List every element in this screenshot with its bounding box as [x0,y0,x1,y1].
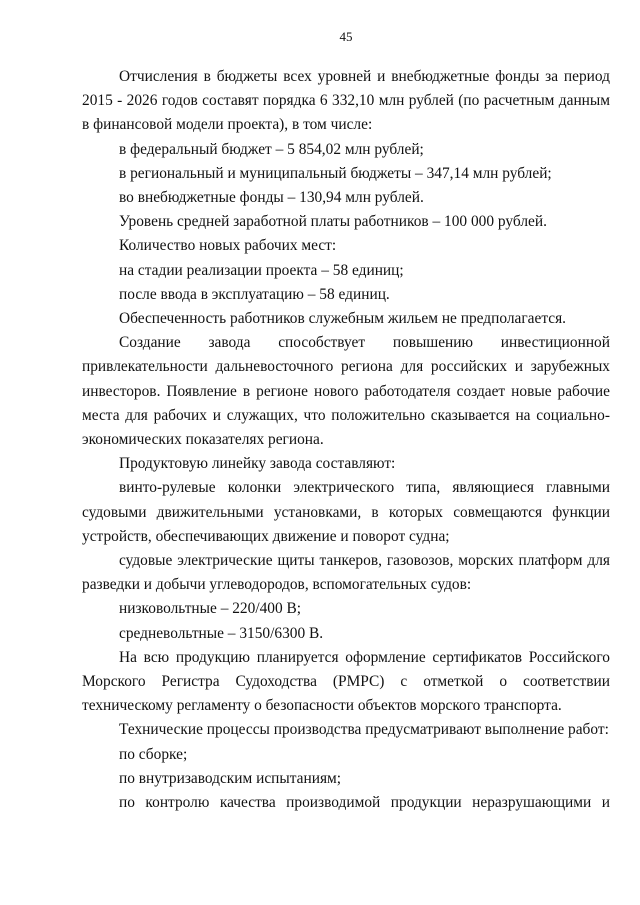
paragraph: в федеральный бюджет – 5 854,02 млн рублей; [119,140,424,158]
paragraph: в региональный и муниципальный бюджеты – 347,14 млн рублей; [119,164,552,182]
paragraph: Уровень средней заработной платы работников – 100 000 рублей. [119,213,547,231]
paragraph: Создание завода способствует повышению инвестиционной привлекательности дальневосточного региона для российских и зарубежных инвесторов. Появление в регионе нового работодателя создает новые рабочие места для рабочих и служащих, что положительно сказывается на социально-экономических показателях региона. [82,334,610,449]
paragraph: во внебюджетные фонды – 130,94 млн рублей. [119,189,424,207]
paragraph: Отчисления в бюджеты всех уровней и внебюджетные фонды за период 2015 - 2026 годов составят порядка 6 332,10 млн рублей (по расчетным данным в финансовой модели проекта), в том числе: [82,68,610,134]
paragraph: низковольтные – 220/400 В; [119,600,302,618]
paragraph: средневольтные – 3150/6300 В. [119,624,324,642]
paragraph: после ввода в эксплуатацию – 58 единиц. [119,285,390,303]
page-number: 45 [339,29,353,44]
paragraph: судовые электрические щиты танкеров, газовозов, морских платформ для разведки и добычи углеводородов, вспомогательных судов: [82,552,610,594]
paragraph: Технические процессы производства предусматривают выполнение работ: [119,721,609,739]
document-body [82,65,610,815]
paragraph: по сборке; [119,745,188,763]
paragraph: по внутризаводским испытаниям; [119,769,342,787]
paragraph: винто-рулевые колонки электрического типа, являющиеся главными судовыми движительными установками, в которых совмещаются функции устройств, обеспечивающих движение и поворот судна; [82,479,610,545]
paragraph: Обеспеченность работников служебным жильем не предполагается. [119,310,567,328]
paragraph: по контролю качества производимой продукции неразрушающими и [119,794,610,812]
paragraph: На всю продукцию планируется оформление сертификатов Российского Морского Регистра Судоходства (РМРС) с отметкой о соответствии техническому регламенту о безопасности объектов морского транспорта. [82,648,610,715]
paragraph: Количество новых рабочих мест: [119,237,337,255]
paragraph: Продуктовую линейку завода составляют: [119,455,396,473]
paragraph: на стадии реализации проекта – 58 единиц; [119,261,404,279]
